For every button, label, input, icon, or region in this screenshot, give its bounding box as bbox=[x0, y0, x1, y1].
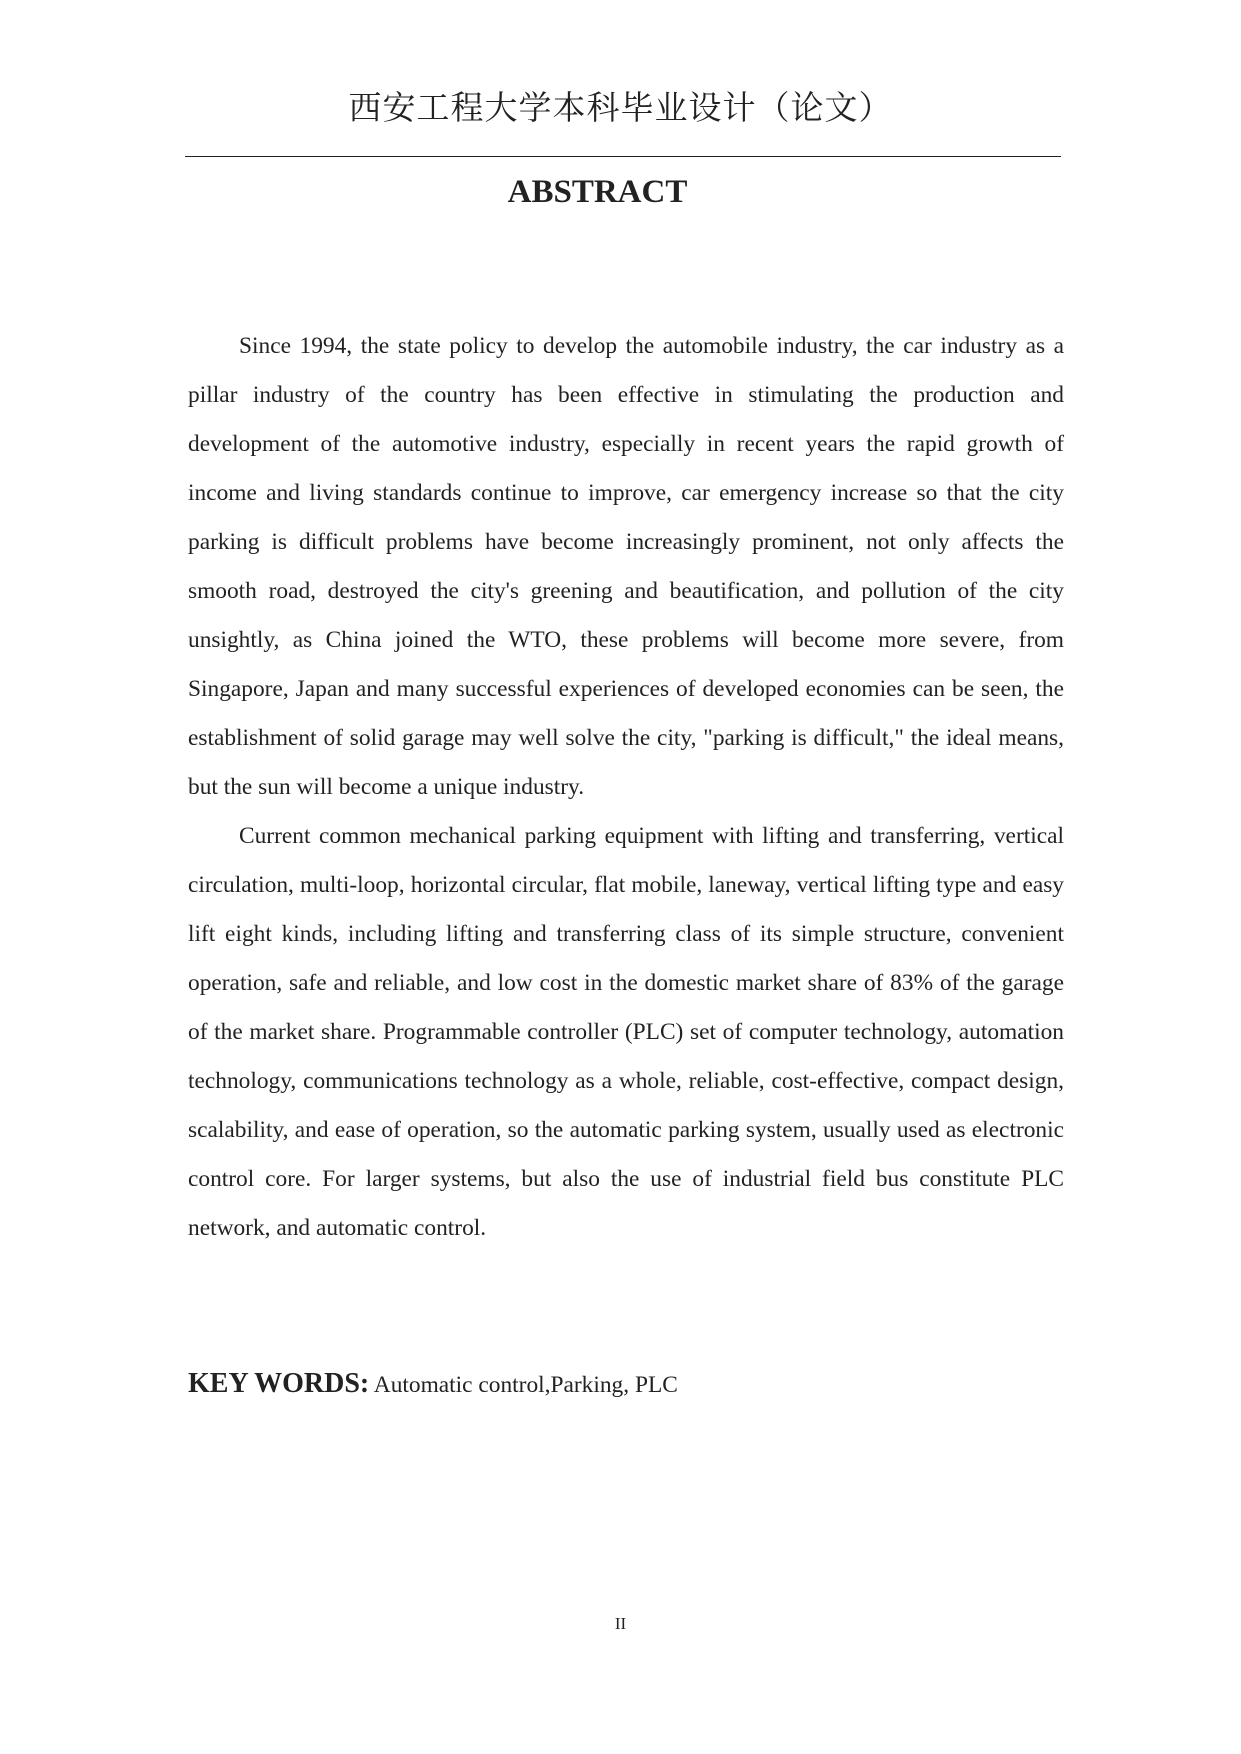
keywords-value: Automatic control,Parking, PLC bbox=[369, 1372, 678, 1398]
keywords-line bbox=[188, 1362, 1064, 1407]
header-divider bbox=[185, 156, 1061, 157]
page-header-title: 西安工程大学本科毕业设计（论文） bbox=[348, 88, 893, 127]
keywords-label: KEY WORDS: bbox=[188, 1368, 370, 1399]
abstract-body bbox=[188, 322, 1064, 1253]
page-number: II bbox=[614, 1614, 627, 1633]
abstract-paragraph-2: Current common mechanical parking equipment with lifting and transferring, vertical circulation, multi-loop, horizontal circular, flat mobile, laneway, vertical lifting type and easy lift eight kinds, including lifting and transferring class of its simple structure, convenient operation, safe and reliable, and low cost in the domestic market share of 83% of the garage of the market share. Programmable controller (PLC) set of computer technology, automation technology, communications technology as a whole, reliable, cost-effective, compact design, scalability, and ease of operation, so the automatic parking system, usually used as electronic control core. For larger systems, but also the use of industrial field bus constitute PLC network, and automatic control. bbox=[188, 823, 1064, 1241]
abstract-heading: ABSTRACT bbox=[507, 174, 688, 210]
abstract-paragraph-1: Since 1994, the state policy to develop the automobile industry, the car industry as a pillar industry of the country has been effective in stimulating the production and development of the automotive industry, especially in recent years the rapid growth of income and living standards continue to improve, car emergency increase so that the city parking is difficult problems have become increasingly prominent, not only affects the smooth road, destroyed the city's greening and beautification, and pollution of the city unsightly, as China joined the WTO, these problems will become more severe, from Singapore, Japan and many successful experiences of developed economies can be seen, the establishment of solid garage may well solve the city, "parking is difficult," the ideal means, but the sun will become a unique industry. bbox=[188, 333, 1064, 800]
